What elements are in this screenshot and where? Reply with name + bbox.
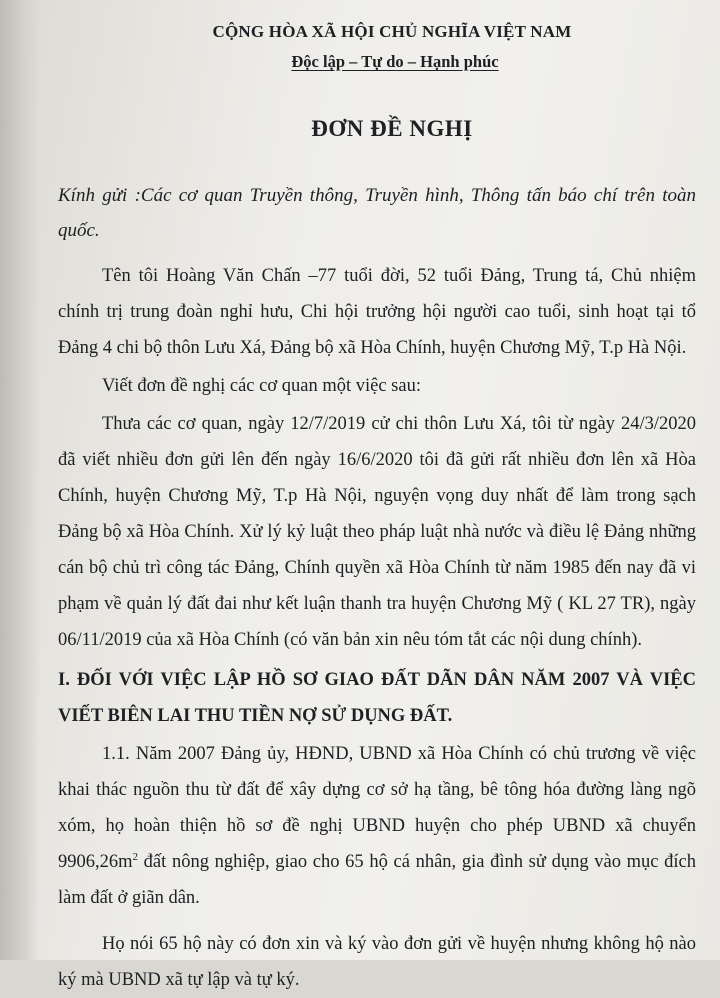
motto-text: Độc lập – Tự do – Hạnh phúc bbox=[291, 52, 499, 71]
page-fold-shadow bbox=[0, 0, 40, 960]
national-title: CỘNG HÒA XÃ HỘI CHỦ NGHĨA VIỆT NAM bbox=[212, 22, 572, 41]
intro-paragraph: Tên tôi Hoàng Văn Chấn –77 tuổi đời, 52 tuổi Đảng, Trung tá, Chủ nhiệm chính trị trung đoàn nghỉ hưu, Chi hội trưởng hội người cao tuổi, sinh hoạt tại tổ Đảng 4 chi bộ thôn Lưu Xá, Đảng bộ xã Hòa Chính, huyện Chương Mỹ, T.p Hà Nội. bbox=[58, 266, 696, 358]
paragraph-1-1 bbox=[58, 736, 696, 916]
area-unit-superscript: 2 bbox=[132, 850, 139, 863]
paragraph-1-1-after: đất nông nghiệp, giao cho 65 hộ cá nhân, gia đình sử dụng vào mục đích làm đất ở giãn dân. bbox=[58, 852, 696, 908]
purpose-paragraph: Viết đơn đề nghị các cơ quan một việc sau: bbox=[102, 376, 421, 396]
section-1-heading: I. ĐỐI VỚI VIỆC LẬP HỒ SƠ GIAO ĐẤT DÃN DÂN NĂM 2007 VÀ VIỆC VIẾT BIÊN LAI THU TIỀN NỢ SỬ DỤNG ĐẤT. bbox=[58, 670, 696, 726]
national-motto bbox=[94, 52, 696, 72]
document-title: ĐƠN ĐỀ NGHỊ bbox=[311, 116, 473, 141]
households-paragraph: Họ nói 65 hộ này có đơn xin và ký vào đơn gửi về huyện nhưng không hộ nào ký mà UBND xã tự lập và tự ký. bbox=[58, 934, 696, 990]
paragraph-1-1-before: 1.1. Năm 2007 Đảng ủy, HĐND, UBND xã Hòa Chính có chủ trương về việc khai thác nguồn thu từ đất để xây dựng cơ sở hạ tầng, bê tông hóa đường làng ngõ xóm, họ hoàn thiện hồ sơ đề nghị UBND huyện cho phép UBND xã chuyển 9906,26m bbox=[58, 744, 696, 872]
recipient-line: Kính gửi :Các cơ quan Truyền thông, Truyền hình, Thông tấn báo chí trên toàn quốc. bbox=[58, 185, 696, 241]
background-paragraph: Thưa các cơ quan, ngày 12/7/2019 cử chi thôn Lưu Xá, tôi từ ngày 24/3/2020 đã viết nhiều đơn gửi lên đến ngày 16/6/2020 tôi đã gửi rất nhiều đơn lên xã Hòa Chính, huyện Chương Mỹ, T.p Hà Nội, nguyện vọng duy nhất để làm trong sạch Đảng bộ xã Hòa Chính. Xử lý kỷ luật theo pháp luật nhà nước và điều lệ Đảng những cán bộ chủ trì công tác Đảng, Chính quyền xã Hòa Chính từ năm 1985 đến nay đã vi phạm về quản lý đất đai như kết luận thanh tra huyện Chương Mỹ ( KL 27 TR), ngày 06/11/2019 của xã Hòa Chính (có văn bản xin nêu tóm tắt các nội dung chính). bbox=[58, 414, 696, 650]
